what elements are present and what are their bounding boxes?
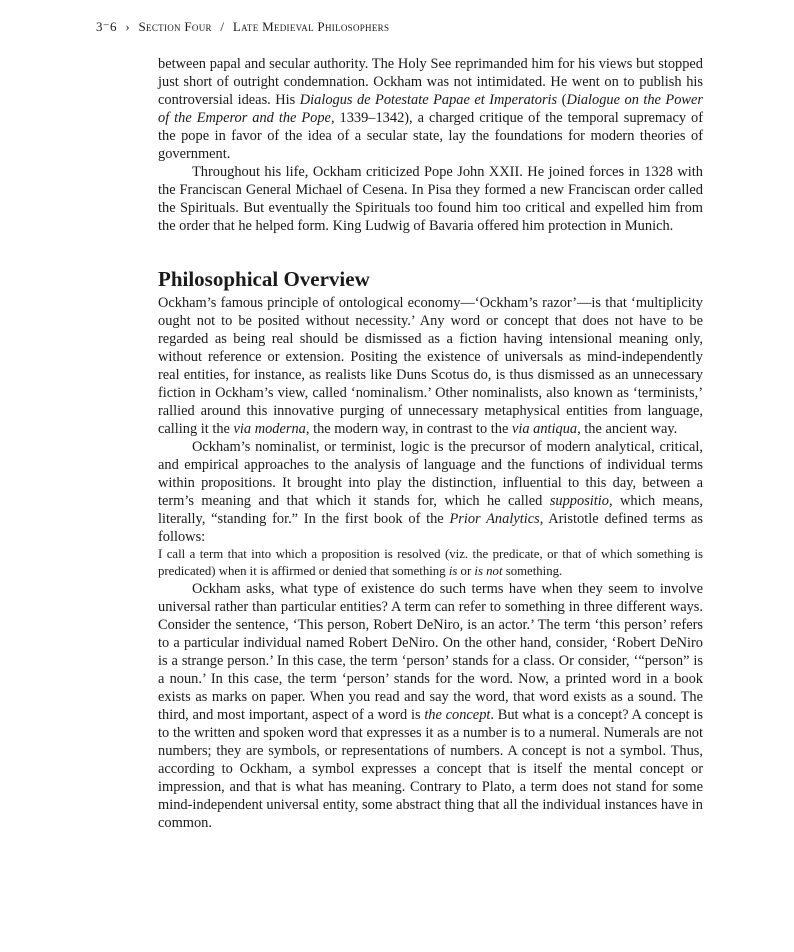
paragraph-5: Ockham asks, what type of existence do such terms have when they seem to involve universal rather than particular entities? A term can refer to something in three different ways. Consider the sentence, ‘This person, Robert DeNiro, is an actor.’ The term ‘this person’ refers to a particular individual named Robert DeNiro. On the other hand, consider, ‘Robert DeNiro is a strange person.’ In this case, the term ‘person’ stands for a class. Or consider, ‘“person” is a noun.’ In this case, the term ‘person’ stands for the word. Now, a printed word in a book exists as marks on paper. When you read and say the word, that word exists as a sound. The third, and most important, aspect of a word is the concept. But what is a concept? A concept is to the written and spoken word that expresses it as a number is to a numeral. Numerals are not numbers; they are symbols, or representations of numbers. A concept is not a symbol. Thus, according to Ockham, a symbol expresses a concept that is itself the mental concept or impression, and that is what has meaning. Contrary to Plato, a term does not stand for some mind-independent universal entity, some abstract thing that all the individual instances have in common. [158, 581, 703, 831]
section-label: Section Four [138, 19, 212, 34]
section-heading: Philosophical Overview [158, 267, 370, 291]
header-separator: / [220, 19, 225, 34]
paragraph-4: Ockham’s nominalist, or terminist, logic is the precursor of modern analytical, critical, and empirical approaches to the analysis of language and the functions of individual terms within propositions. It brought into play the distinction, influential to this day, between a term’s meaning and that which it stands for, which he called suppositio, which means, literally, “standing for.” In the first book of the Prior Analytics, Aristotle defined terms as follows: [158, 439, 703, 545]
arrow-glyph: › [125, 19, 130, 34]
book-title: Dialogus de Potestate Papae et Imperatoris [299, 92, 558, 108]
paragraph-3: Ockham’s famous principle of ontological economy—‘Ockham’s razor’—is that ‘multiplicity ought not to be posited without necessity.’ Any word or concept that does not have to be regarded as being real should be dismissed as a fiction having intensional meaning only, without reference or extension. Positing the existence of universals as mind-independently real entities, for instance, as realists like Duns Scotus do, is thus dismissed as an unnecessary fiction in Ockham’s view, called ‘nominalism.’ Other nominalists, also known as ‘terminists,’ rallied around this innovative purging of unnecessary metaphysical entities from language, calling it the via moderna, the modern way, in contrast to the via antiqua, the ancient way. [158, 295, 703, 437]
paragraph-2: Throughout his life, Ockham criticized Pope John XXII. He joined forces in 1328 with the Franciscan General Michael of Cesena. In Pisa they formed a new Franciscan order called the Spirituals. But eventually the Spirituals too found him too critical and expelled him from the order that he helped form. King Ludwig of Bavaria offered him protection in Munich. [158, 164, 703, 234]
running-head [96, 19, 389, 35]
paragraph-1: between papal and secular authority. The Holy See reprimanded him for his views but stopped just short of outright condemnation. Ockham was not intimidated. He went on to publish his controversial ideas. His Dialogus de Potestate Papae et Imperatoris (Dialogue on the Power of the Emperor and the Pope, 1339–1342), a charged critique of the temporal supremacy of the pope in favor of the idea of a secular state, lay the foundations for modern theories of government. [158, 56, 704, 162]
page-number: 3⁻6 [96, 19, 117, 34]
chapter-label: Late Medieval Philosophers [232, 19, 390, 34]
book-title-translation: Dialogue on the Power of the Emperor and the Pope [158, 92, 704, 126]
block-quote: I call a term that into which a proposition is resolved (viz. the predicate, or that of which something is predicated) when it is affirmed or denied that something is or is not something. [158, 547, 703, 578]
page-body [158, 55, 703, 832]
